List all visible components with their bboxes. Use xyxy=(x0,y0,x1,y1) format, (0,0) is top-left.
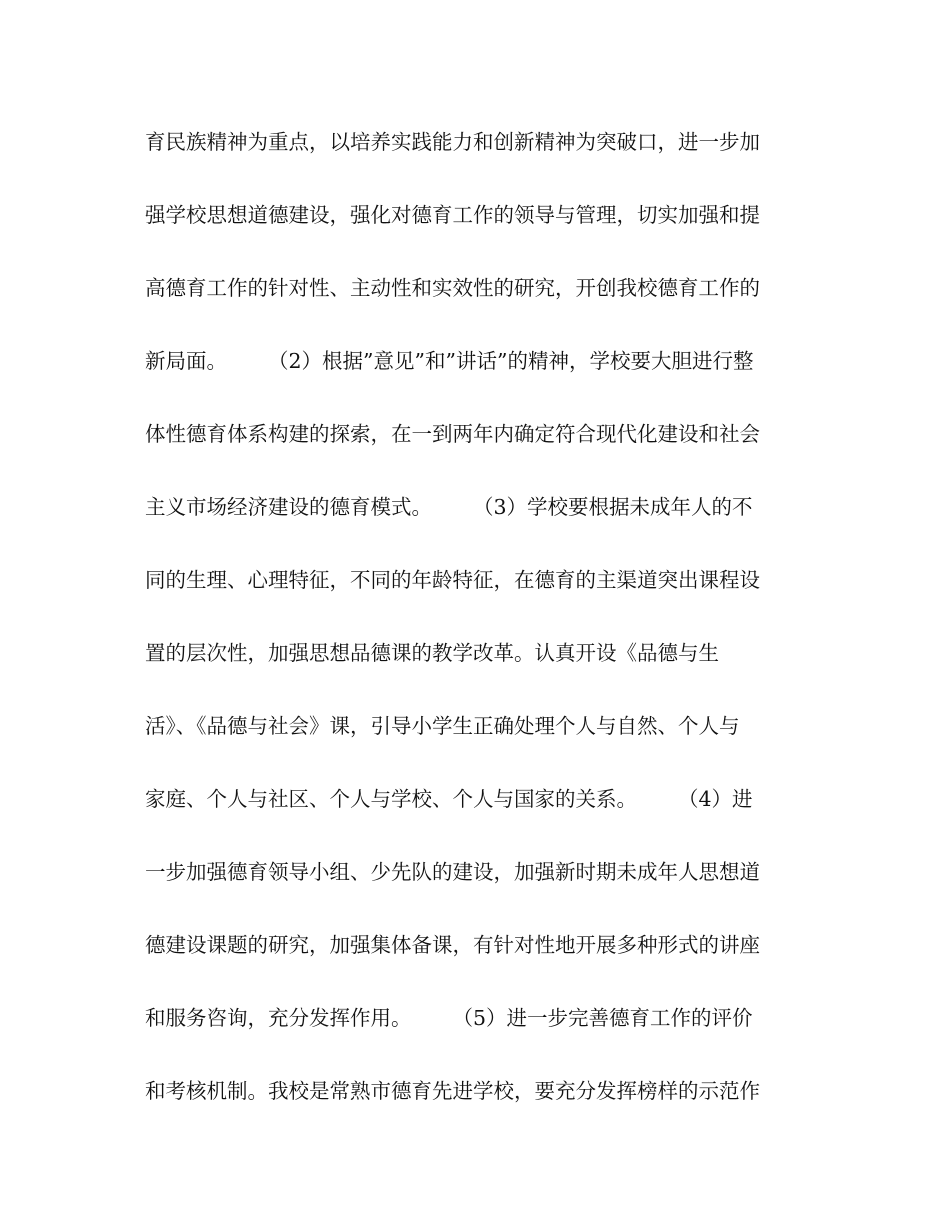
text-line: 高德育工作的针对性、主动性和实效性的研究，开创我校德育工作的 xyxy=(145,276,760,300)
body-text xyxy=(145,116,815,1138)
text-line: 强学校思想道德建设，强化对德育工作的领导与管理，切实加强和提 xyxy=(145,203,760,227)
text-line: 活》、《品德与社会》课，引导小学生正确处理个人与自然、个人与 xyxy=(145,714,740,738)
text-line: 德建设课题的研究，加强集体备课，有针对性地开展多种形式的讲座 xyxy=(145,933,760,957)
text-line: 育民族精神为重点，以培养实践能力和创新精神为突破口，进一步加 xyxy=(145,130,760,154)
text-line: 同的生理、心理特征，不同的年龄特征，在德育的主渠道突出课程设 xyxy=(145,568,760,592)
text-line: 一步加强德育领导小组、少先队的建设，加强新时期未成年人思想道 xyxy=(145,860,760,884)
text-line: 新局面。 （2）根据”意见”和”讲话”的精神，学校要大胆进行整 xyxy=(145,349,754,373)
text-line: 和考核机制。我校是常熟市德育先进学校，要充分发挥榜样的示范作 xyxy=(145,1079,760,1103)
text-line: 主义市场经济建设的德育模式。 （3）学校要根据未成年人的不 xyxy=(145,495,753,519)
text-line: 和服务咨询，充分发挥作用。 （5）进一步完善德育工作的评价 xyxy=(145,1006,753,1030)
text-line: 家庭、个人与社区、个人与学校、个人与国家的关系。 （4）进 xyxy=(145,787,753,811)
text-line: 置的层次性，加强思想品德课的教学改革。认真开设《品德与生 xyxy=(145,641,719,665)
text-line: 体性德育体系构建的探索，在一到两年内确定符合现代化建设和社会 xyxy=(145,422,760,446)
